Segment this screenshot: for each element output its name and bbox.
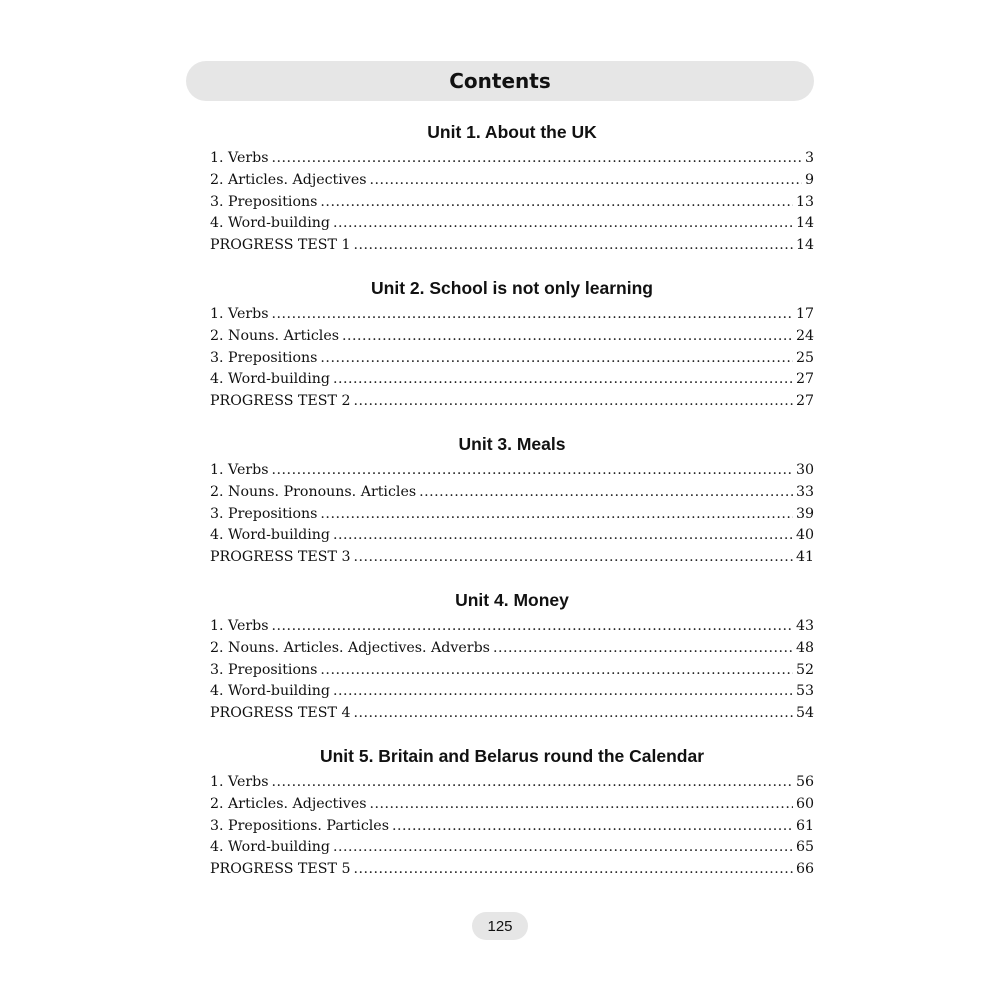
toc-entry-page: 13: [795, 193, 814, 210]
toc-entry-label: PROGRESS TEST 1: [210, 237, 351, 254]
toc-entry-label: 3. Prepositions: [210, 505, 318, 522]
toc-entry-label: 4. Word-building: [210, 683, 330, 700]
toc-entry: [210, 816, 814, 838]
contents-header-bar: [186, 61, 814, 101]
unit-title: Unit 2. School is not only learning: [371, 277, 653, 298]
dot-leader: [353, 703, 792, 725]
toc-entry-page: 9: [804, 171, 814, 188]
toc-entry-label: 3. Prepositions. Particles: [210, 817, 389, 834]
toc-entry: [210, 616, 814, 638]
toc-entry-page: 60: [795, 795, 814, 812]
unit-section-5: [210, 742, 814, 881]
toc-entry-page: 14: [795, 215, 814, 232]
toc-entry-page: 30: [795, 461, 814, 478]
unit-title: Unit 3. Meals: [458, 433, 566, 454]
toc-entry: [210, 391, 814, 413]
dot-leader: [342, 326, 793, 348]
dot-leader: [320, 660, 793, 682]
toc-entry: [210, 525, 814, 547]
dot-leader: [419, 482, 793, 504]
dot-leader: [353, 547, 792, 569]
toc-entry-page: 25: [795, 349, 814, 366]
toc-entry: [210, 148, 814, 170]
toc-entry-page: 56: [795, 773, 814, 790]
toc-entry-label: 2. Nouns. Articles: [210, 327, 340, 344]
toc-entry: [210, 326, 814, 348]
toc-entry-label: 4. Word-building: [210, 839, 330, 856]
toc-entry-page: 39: [795, 505, 814, 522]
toc-entry-page: 27: [795, 371, 814, 388]
toc-entry-page: 3: [804, 150, 814, 166]
toc-entry: [210, 859, 814, 881]
toc-entry-label: PROGRESS TEST 3: [210, 549, 351, 566]
dot-leader: [370, 794, 793, 816]
toc-entry-label: 1. Verbs: [210, 461, 269, 478]
dot-leader: [353, 859, 792, 881]
toc-entry-label: 4. Word-building: [210, 371, 330, 388]
toc-entry-label: PROGRESS TEST 2: [210, 393, 351, 410]
dot-leader: [333, 369, 793, 391]
toc-entry-page: 54: [795, 705, 814, 722]
toc-entry: [210, 192, 814, 214]
dot-leader: [272, 460, 793, 482]
toc-entry: [210, 369, 814, 391]
toc-entry: [210, 482, 814, 504]
toc-entry: [210, 348, 814, 370]
toc-entry: [210, 235, 814, 257]
toc-entry: [210, 213, 814, 235]
toc-entry: [210, 703, 814, 725]
toc-entry-label: 2. Articles. Adjectives: [210, 171, 367, 188]
toc-entry-page: 41: [795, 549, 814, 566]
toc-entry: [210, 772, 814, 794]
toc-entry-label: 4. Word-building: [210, 527, 330, 544]
toc-entry-label: 1. Verbs: [210, 773, 269, 790]
dot-leader: [353, 391, 792, 413]
dot-leader: [392, 816, 793, 838]
unit-title: Unit 5. Britain and Belarus round the Calendar: [319, 745, 705, 766]
unit-section-2: [210, 274, 814, 413]
dot-leader: [320, 192, 793, 214]
toc-entry-label: 3. Prepositions: [210, 193, 318, 210]
toc-entry: [210, 170, 814, 192]
toc-entry-label: 2. Nouns. Articles. Adjectives. Adverbs: [210, 639, 490, 656]
toc-entry-page: 52: [795, 661, 814, 678]
unit-title: Unit 4. Money: [455, 589, 569, 610]
toc-entry-label: 3. Prepositions: [210, 349, 318, 366]
toc-entry-label: 1. Verbs: [210, 150, 269, 166]
toc-entry-label: 2. Nouns. Pronouns. Articles: [210, 483, 417, 500]
toc-entry: [210, 681, 814, 703]
toc-entry-page: 48: [795, 639, 814, 656]
toc-entry-page: 17: [795, 305, 814, 322]
toc-entry-label: 1. Verbs: [210, 617, 269, 634]
toc-entry-page: 33: [795, 483, 814, 500]
unit-section-4: [210, 586, 814, 725]
unit-title: Unit 1. About the UK: [427, 122, 597, 142]
dot-leader: [493, 638, 793, 660]
toc-entry-page: 14: [795, 237, 814, 254]
toc-entry-label: 4. Word-building: [210, 215, 330, 232]
toc-entry: [210, 794, 814, 816]
unit-section-3: [210, 430, 814, 569]
toc-entry: [210, 304, 814, 326]
dot-leader: [272, 304, 793, 326]
toc-entry-label: 1. Verbs: [210, 305, 269, 322]
page-number-badge: [472, 912, 528, 940]
unit-section-1: [210, 118, 814, 257]
dot-leader: [272, 148, 802, 170]
toc-entry-label: PROGRESS TEST 5: [210, 861, 351, 878]
toc-entry-page: 40: [795, 527, 814, 544]
page-title: Contents: [449, 69, 551, 93]
table-of-contents: [210, 118, 814, 898]
toc-entry-page: 66: [795, 861, 814, 878]
dot-leader: [320, 348, 793, 370]
toc-entry: [210, 504, 814, 526]
toc-entry-page: 53: [795, 683, 814, 700]
toc-entry-label: 2. Articles. Adjectives: [210, 795, 367, 812]
dot-leader: [353, 235, 792, 257]
toc-entry-label: PROGRESS TEST 4: [210, 705, 351, 722]
toc-entry: [210, 638, 814, 660]
dot-leader: [272, 616, 793, 638]
toc-entry-page: 43: [795, 617, 814, 634]
toc-entry: [210, 837, 814, 859]
dot-leader: [320, 504, 793, 526]
toc-entry-label: 3. Prepositions: [210, 661, 318, 678]
dot-leader: [333, 525, 793, 547]
dot-leader: [333, 681, 793, 703]
toc-entry-page: 65: [795, 839, 814, 856]
toc-entry: [210, 547, 814, 569]
toc-entry-page: 24: [795, 327, 814, 344]
dot-leader: [370, 170, 802, 192]
toc-entry-page: 61: [795, 817, 814, 834]
toc-entry: [210, 660, 814, 682]
toc-entry-page: 27: [795, 393, 814, 410]
toc-entry: [210, 460, 814, 482]
page-number: 125: [487, 917, 513, 935]
dot-leader: [333, 837, 793, 859]
dot-leader: [333, 213, 793, 235]
dot-leader: [272, 772, 793, 794]
